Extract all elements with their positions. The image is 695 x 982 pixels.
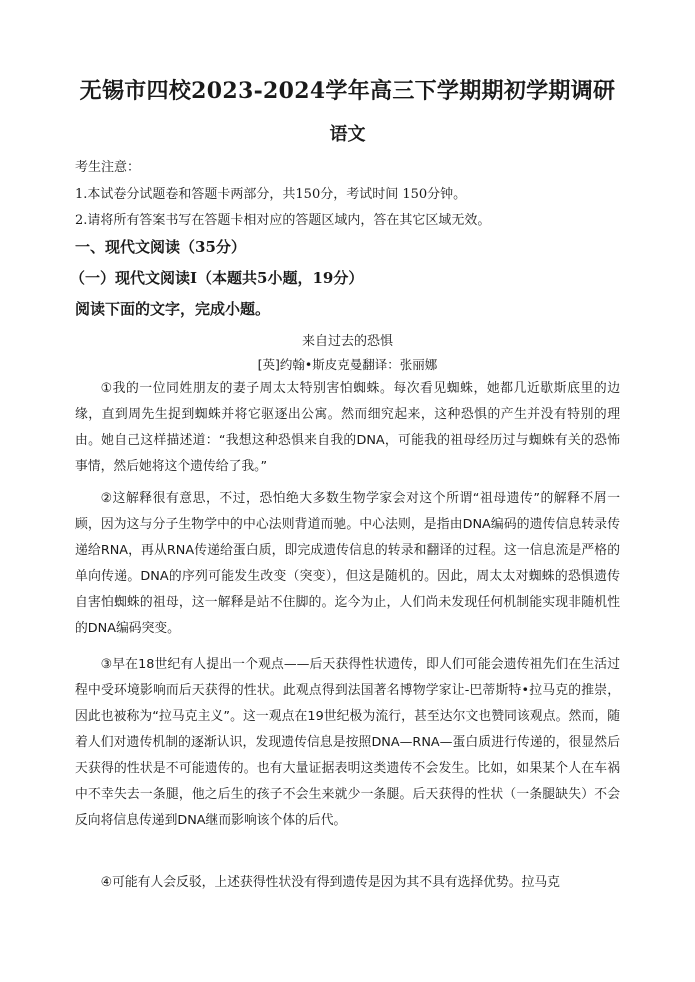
section-heading-part1: 一、现代文阅读（35分）: [75, 238, 246, 256]
article-paragraph-4: ④可能有人会反驳，上述获得性状没有得到遗传是因为其不具有选择优势。拉马克: [100, 875, 560, 890]
article-title: 来自过去的恐惧: [301, 334, 393, 349]
article-byline: [英]约翰•斯皮克曼翻译：张丽娜: [257, 357, 438, 372]
notice-heading: 考生注意：: [75, 160, 141, 175]
article-paragraph-1: ①我的一位同姓朋友的妻子周太太特别害怕蜘蛛。每次看见蜘蛛，她都几近歇斯底里的边缘，直到周先生捉到蜘蛛并将它驱逐出公寓。然而细究起来，这种恐惧的产生并没有特别的理由。她自己这样描述道：“我想这种恐惧来自我的DNA，可能我的祖母经历过与蜘蛛有关的恐怖事情，然后她将这个遗传给了我。”: [75, 381, 620, 474]
page-title: 无锡市四校2023-2024学年高三下学期期初学期调研: [79, 78, 616, 104]
reading-instruction: 阅读下面的文字，完成小题。: [75, 300, 271, 318]
article-paragraph-2: ②这解释很有意思，不过，恐怕绝大多数生物学家会对这个所谓“祖母遗传”的解释不屑一顾，因为这与分子生物学中的中心法则背道而驰。中心法则，是指由DNA编码的遗传信息转录传递给RNA，再从RNA传递给蛋白质，即完成遗传信息的转录和翻译的过程。这一信息流是严格的单向传递。DNA的序列可能发生改变（突变），但这是随机的。因此，周太太对蜘蛛的恐惧遗传自害怕蜘蛛的祖母，这一解释是站不住脚的。迄今为止，人们尚未发现任何机制能实现非随机性的DNA编码突变。: [75, 491, 620, 636]
article-paragraph-3: ③早在18世纪有人提出一个观点——后天获得性状遗传，即人们可能会遗传祖先们在生活过程中受环境影响而后天获得的性状。此观点得到法国著名博物学家让-巴蒂斯特•拉马克的推崇，因此也被称为“拉马克主义”。这一观点在19世纪极为流行，甚至达尔文也赞同该观点。然而，随着人们对遗传机制的逐渐认识，发现遗传信息是按照DNA—RNA—蛋白质进行传递的，很显然后天获得的性状是不可能遗传的。也有大量证据表明这类遗传不会发生。比如，如果某个人在车祸中不幸失去一条腿，他之后生的孩子不会生来就少一条腿。后天获得的性状（一条腿缺失）不会反向将信息传递到DNA继而影响该个体的后代。: [75, 657, 620, 828]
section-heading-reading1: （一）现代文阅读Ⅰ（本题共5小题，19分）: [70, 269, 364, 287]
notice-item-2: 2.请将所有答案书写在答题卡相对应的答题区域内，答在其它区域无效。: [75, 213, 491, 228]
notice-item-1: 1.本试卷分试题卷和答题卡两部分，共150分，考试时间 150分钟。: [75, 187, 467, 202]
subject-heading: 语文: [329, 124, 366, 145]
